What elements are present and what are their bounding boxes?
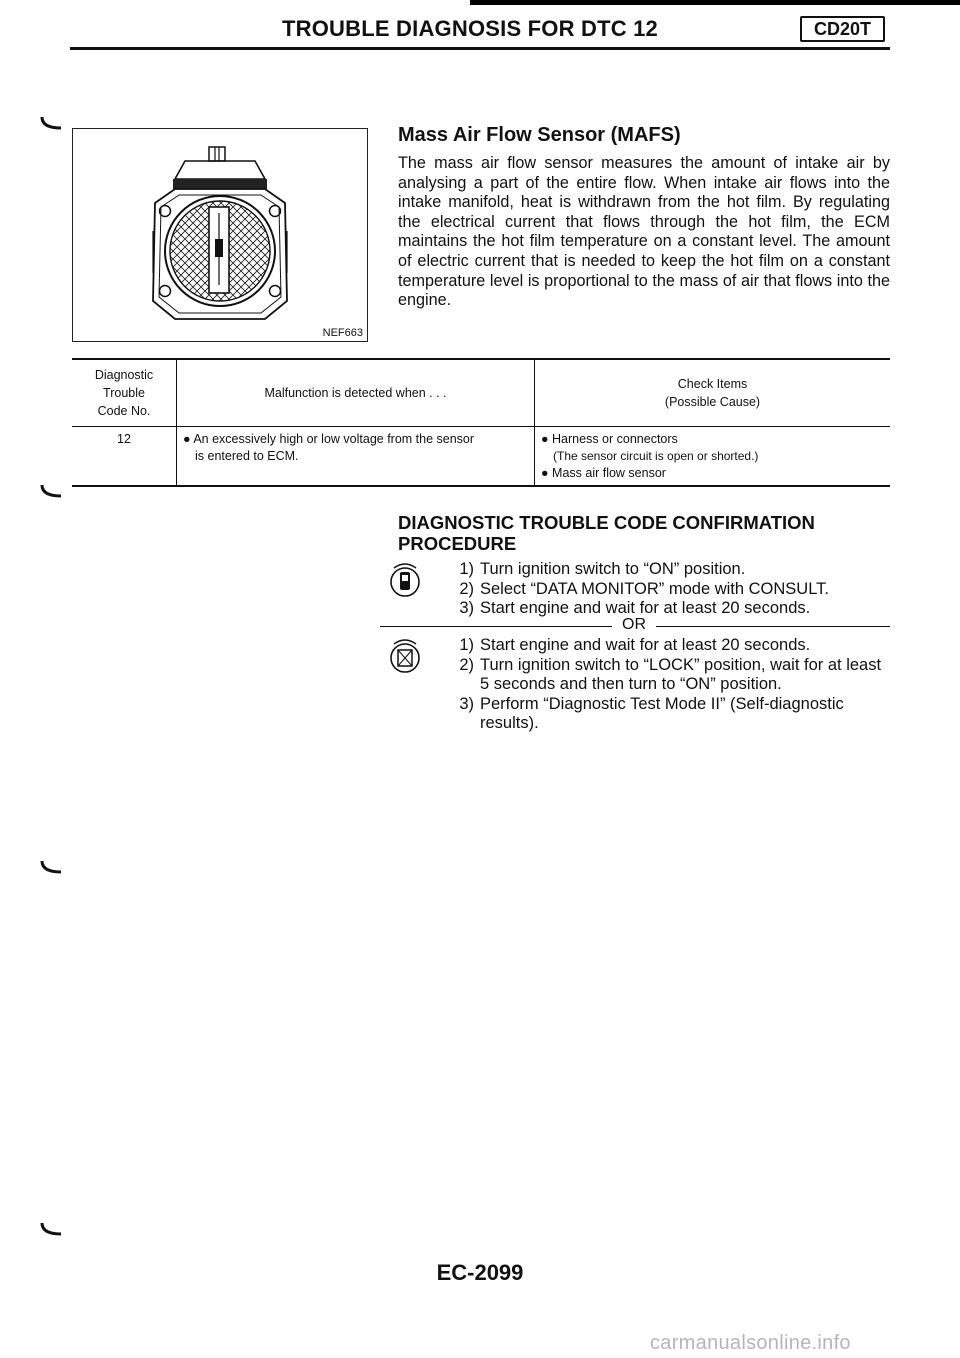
figure-code: NEF663 <box>322 327 363 339</box>
mass-air-flow-sensor-icon <box>145 143 295 328</box>
page-number: EC-2099 <box>436 1260 524 1285</box>
consult-step: 2) Select “DATA MONITOR” mode with CONSULT. <box>459 579 830 598</box>
or-divider <box>380 617 890 635</box>
ecm-procedure <box>388 636 890 734</box>
section-title: Mass Air Flow Sensor (MAFS) <box>398 124 681 146</box>
malfunction-cell: ● An excessively high or low voltage from the sensor is entered to ECM. <box>177 427 535 487</box>
engine-code-badge: CD20T <box>800 16 885 42</box>
dtc-table <box>72 358 890 487</box>
ecm-step: 3) Perform “Diagnostic Test Mode II” (Self-diagnostic results). <box>459 694 844 732</box>
consult-step: 1) Turn ignition switch to “ON” position. <box>459 560 746 578</box>
procedure-title: DIAGNOSTIC TROUBLE CODE CONFIRMATION PROCEDURE <box>398 512 815 554</box>
column-header-malfunction: Malfunction is detected when . . . <box>177 359 535 427</box>
margin-corner-mark-icon <box>40 116 62 130</box>
consult-step: 3) Start engine and wait for at least 20 seconds. <box>459 599 811 617</box>
header-rule <box>70 47 890 50</box>
margin-corner-mark-icon <box>40 484 62 498</box>
top-scan-edge <box>470 0 960 5</box>
column-header-check-items: Check Items (Possible Cause) <box>535 359 891 427</box>
ecm-step: 2) Turn ignition switch to “LOCK” position, wait for at least 5 seconds and then turn to “ON” position. <box>459 655 882 693</box>
table-row <box>72 427 890 487</box>
sensor-figure <box>72 128 368 342</box>
section-body: The mass air flow sensor measures the amount of intake air by analysing a part of the entire flow. When intake air flows into the intake manifold, heat is withdrawn from the hot film. By regulating the electrical current that flows through the hot film, the ECM maintains the hot film temperature on a constant level. The amount of electric current that is needed to keep the hot film on a constant temperature level is proportional to the mass of air that flows into the engine. <box>398 154 890 310</box>
margin-corner-mark-icon <box>40 1222 62 1236</box>
page-title: TROUBLE DIAGNOSIS FOR DTC 12 <box>282 16 658 41</box>
or-label: OR <box>622 616 646 633</box>
margin-corner-mark-icon <box>40 860 62 874</box>
consult-procedure <box>388 560 890 619</box>
watermark: carmanualsonline.info <box>650 1332 851 1354</box>
ecm-step: 1) Start engine and wait for at least 20 seconds. <box>459 636 811 654</box>
check-items-cell: ● Harness or connectors (The sensor circuit is open or shorted.) ● Mass air flow sensor <box>541 432 759 480</box>
dtc-code-cell: 12 <box>72 427 177 487</box>
column-header-code: Diagnostic Trouble Code No. <box>72 359 177 427</box>
